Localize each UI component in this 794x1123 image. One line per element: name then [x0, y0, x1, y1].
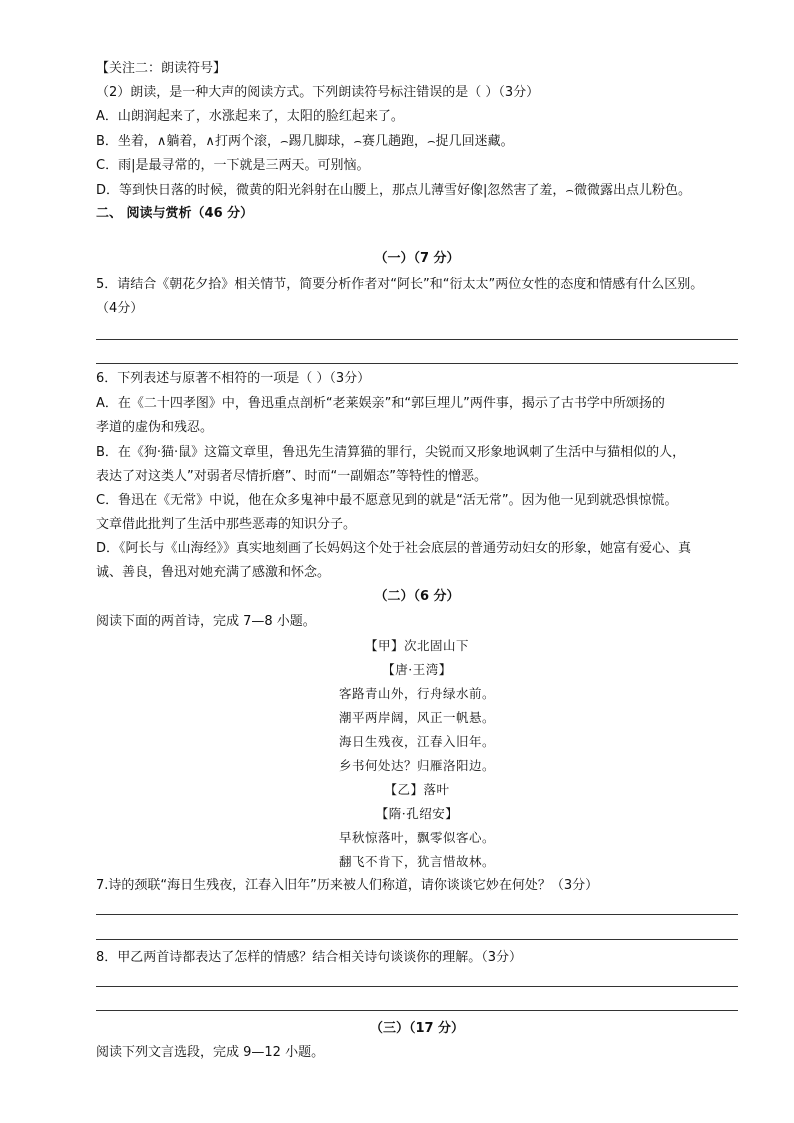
poem-1-line: 客路青山外，行舟绿水前。 — [338, 686, 495, 701]
focus-two-heading: 【关注二：朗读符号】 — [96, 61, 227, 76]
section-2-heading: （二）（6 分） — [374, 589, 460, 604]
section-2-intro: 阅读下面的两首诗，完成 7—8 小题。 — [96, 614, 316, 629]
q6-option-c-line2: 文章借此批判了生活中那些恶毒的知识分子。 — [96, 517, 357, 532]
section-1-heading: （一）（7 分） — [374, 251, 460, 266]
answer-line — [96, 939, 738, 940]
answer-line — [96, 1010, 738, 1011]
option-d: D．等到快日落的时候，微黄的阳光斜射在山腰上，那点儿薄雪好像|忽然害了羞，⌢微微露出点儿粉色。 — [96, 183, 691, 198]
q6-option-d-line1: D．《阿长与《山海经》》真实地刻画了长妈妈这个处于社会底层的普通劳动妇女的形象，她富有爱心、真 — [96, 541, 692, 556]
q6-option-b-line2: 表达了对这类人”对弱者尽情折磨”、时而“一副媚态”等特性的憎恶。 — [96, 469, 487, 484]
poem-1-author: 【唐·王湾】 — [382, 662, 452, 677]
answer-line — [96, 339, 738, 340]
section-3-heading: （三）（17 分） — [369, 1021, 465, 1036]
question-5: 5．请结合《朝花夕拾》相关情节，简要分析作者对“阿长”和“衍太太”两位女性的态度和情感有什么区别。 — [96, 277, 704, 292]
option-b: B．坐着，∧躺着，∧打两个滚，⌢踢几脚球，⌢赛几趟跑，⌢捉几回迷藏。 — [96, 134, 514, 149]
option-a: A．山朗润起来了，水涨起来了，太阳的脸红起来了。 — [96, 109, 404, 124]
answer-line — [96, 986, 738, 987]
q6-option-a-line1: A．在《二十四孝图》中，鲁迅重点剖析“老莱娱亲”和“郭巨埋儿”两件事，揭示了古书学中所颂扬的 — [96, 396, 665, 411]
question-6: 6．下列表述与原著不相符的一项是（ ）（3分） — [96, 371, 371, 386]
q6-option-d-line2: 诚、善良，鲁迅对她充满了感激和怀念。 — [96, 565, 331, 580]
poem-2-author: 【隋·孔绍安】 — [375, 806, 459, 821]
question-8: 8．甲乙两首诗都表达了怎样的情感？结合相关诗句谈谈你的理解。（3分） — [96, 950, 523, 965]
poem-2-title: 【乙】落叶 — [384, 782, 450, 797]
q6-option-a-line2: 孝道的虚伪和残忍。 — [96, 420, 214, 435]
question-4-2: （2）朗读，是一种大声的阅读方式。下列朗读符号标注错误的是（ ）（3分） — [96, 85, 540, 100]
poem-1-line: 海日生残夜，江春入旧年。 — [338, 734, 495, 749]
q6-option-c-line1: C．鲁迅在《无常》中说，他在众多鬼神中最不愿意见到的就是“活无常”。因为他一见到就恐惧惊慌。 — [96, 493, 678, 508]
question-7: 7.诗的颈联“海日生残夜，江春入旧年”历来被人们称道，请你谈谈它妙在何处？（3分） — [96, 878, 599, 893]
answer-line — [96, 363, 738, 364]
question-5-score: （4分） — [96, 301, 144, 316]
poem-1-line: 乡书何处达？归雁洛阳边。 — [338, 758, 495, 773]
poem-2-line: 翻飞不肯下，犹言惜故林。 — [338, 854, 495, 869]
q6-option-b-line1: B．在《狗·猫·鼠》这篇文章里，鲁迅先生清算猫的罪行，尖锐而又形象地讽刺了生活中与猫相似的人， — [96, 445, 686, 460]
part-two-heading: 二、 阅读与赏析（46 分） — [96, 206, 254, 221]
answer-line — [96, 914, 738, 915]
option-c: C．雨|是最寻常的，一下就是三两天。可别恼。 — [96, 158, 370, 173]
section-3-intro: 阅读下列文言选段，完成 9—12 小题。 — [96, 1045, 325, 1060]
poem-2-line: 早秋惊落叶，飘零似客心。 — [338, 830, 495, 845]
poem-1-line: 潮平两岸阔，风正一帆悬。 — [338, 710, 495, 725]
poem-1-title: 【甲】次北固山下 — [364, 638, 469, 653]
